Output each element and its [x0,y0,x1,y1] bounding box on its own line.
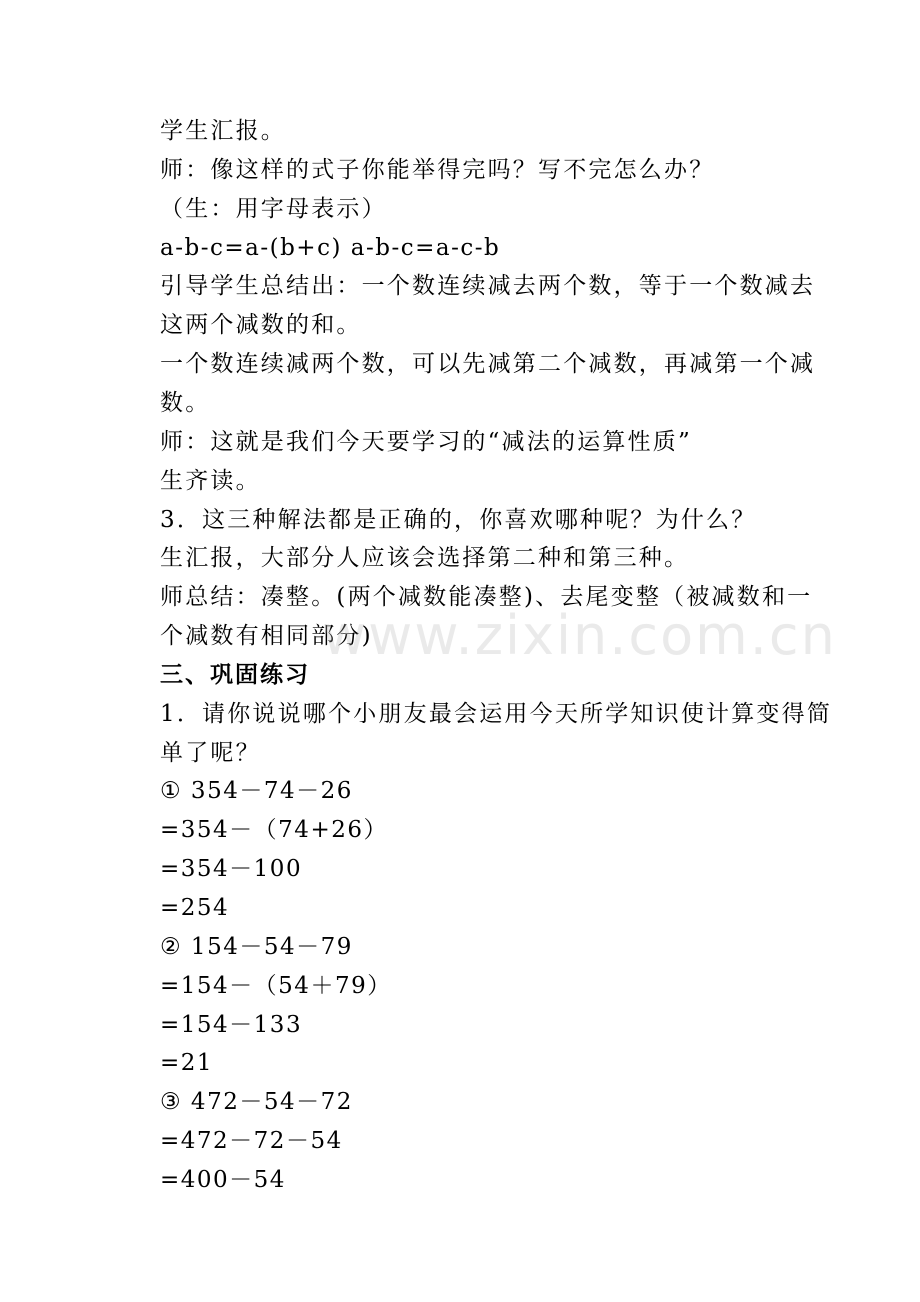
watermark: www.zixin.com.cn [322,604,837,667]
equation-line: =254 [160,895,230,921]
equation-line: ① 354－74－26 [160,778,353,804]
text-line: （生：用字母表示） [160,196,387,222]
equation-line: ② 154－54－79 [160,934,353,960]
text-line: 生齐读。 [160,468,261,494]
section-heading: 三、巩固练习 [160,662,310,688]
text-line: 单了呢？ [160,740,261,766]
formula-line: a-b-c=a-(b+c) a-b-c=a-c-b [160,235,501,261]
text-line: 个减数有相同部分) [160,623,373,649]
text-line: 师总结：凑整。(两个减数能凑整)、去尾变整（被减数和一 [160,584,813,610]
text-line: 1．请你说说哪个小朋友最会运用今天所学知识使计算变得简 [160,701,833,727]
equation-line: ③ 472－54－72 [160,1089,353,1115]
equation-line: =154－133 [160,1012,303,1038]
text-line: 学生汇报。 [160,118,286,144]
text-line: 3．这三种解法都是正确的，你喜欢哪种呢？为什么？ [160,507,757,533]
text-line: 师：这就是我们今天要学习的“减法的运算性质” [160,429,692,455]
equation-line: =354－100 [160,856,303,882]
text-line: 师：像这样的式子你能举得完吗？写不完怎么办？ [160,157,715,183]
equation-line: =154－（54＋79） [160,973,392,999]
equation-line: =400－54 [160,1167,286,1193]
equation-line: =354－（74+26） [160,817,388,843]
text-line: 这两个减数的和。 [160,312,362,338]
equation-line: =472－72－54 [160,1128,343,1154]
text-line: 引导学生总结出：一个数连续减去两个数，等于一个数减去 [160,273,816,299]
text-line: 生汇报，大部分人应该会选择第二种和第三种。 [160,545,690,571]
text-line: 数。 [160,390,211,416]
text-line: 一个数连续减两个数，可以先减第二个减数，再减第一个减 [160,351,816,377]
equation-line: =21 [160,1050,214,1076]
